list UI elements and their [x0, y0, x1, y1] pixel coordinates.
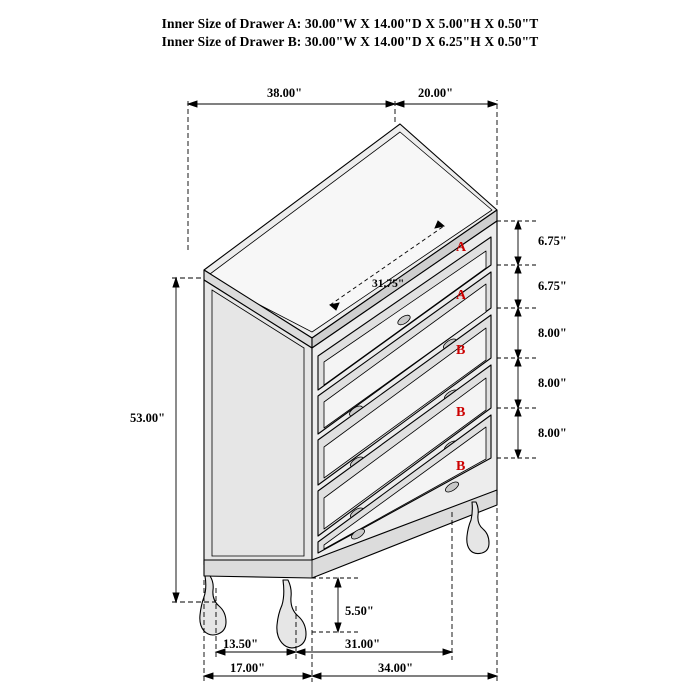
- dim-overall-height: 53.00": [130, 411, 166, 425]
- dim-right-2: 6.75": [538, 279, 567, 293]
- drawer-label-3: B: [456, 343, 466, 358]
- header-line-1: Inner Size of Drawer A: 30.00"W X 14.00"D X 5.00"H X 0.50"T: [161, 16, 539, 31]
- dim-front-width-lower: 31.00": [345, 637, 381, 651]
- dim-right-4: 8.00": [538, 376, 567, 390]
- drawer-label-2: A: [456, 288, 467, 303]
- drawer-label-4: B: [456, 405, 466, 420]
- drawer-label-1: A: [456, 240, 467, 255]
- drawer-label-5: B: [456, 459, 466, 474]
- dim-leg-height: 5.50": [345, 604, 374, 618]
- dim-drawer-face-width: 31.75": [372, 278, 405, 290]
- header-line-2: Inner Size of Drawer B: 30.00"W X 14.00"D X 6.25"H X 0.50"T: [161, 34, 539, 49]
- dim-right-5: 8.00": [538, 426, 567, 440]
- dim-top-depth: 20.00": [418, 86, 454, 100]
- dim-right-3: 8.00": [538, 326, 567, 340]
- dim-base-depth: 17.00": [230, 661, 266, 675]
- dim-side-depth-lower: 13.50": [223, 637, 259, 651]
- dim-base-width: 34.00": [378, 661, 414, 675]
- dim-right-1: 6.75": [538, 234, 567, 248]
- dim-top-width: 38.00": [267, 86, 303, 100]
